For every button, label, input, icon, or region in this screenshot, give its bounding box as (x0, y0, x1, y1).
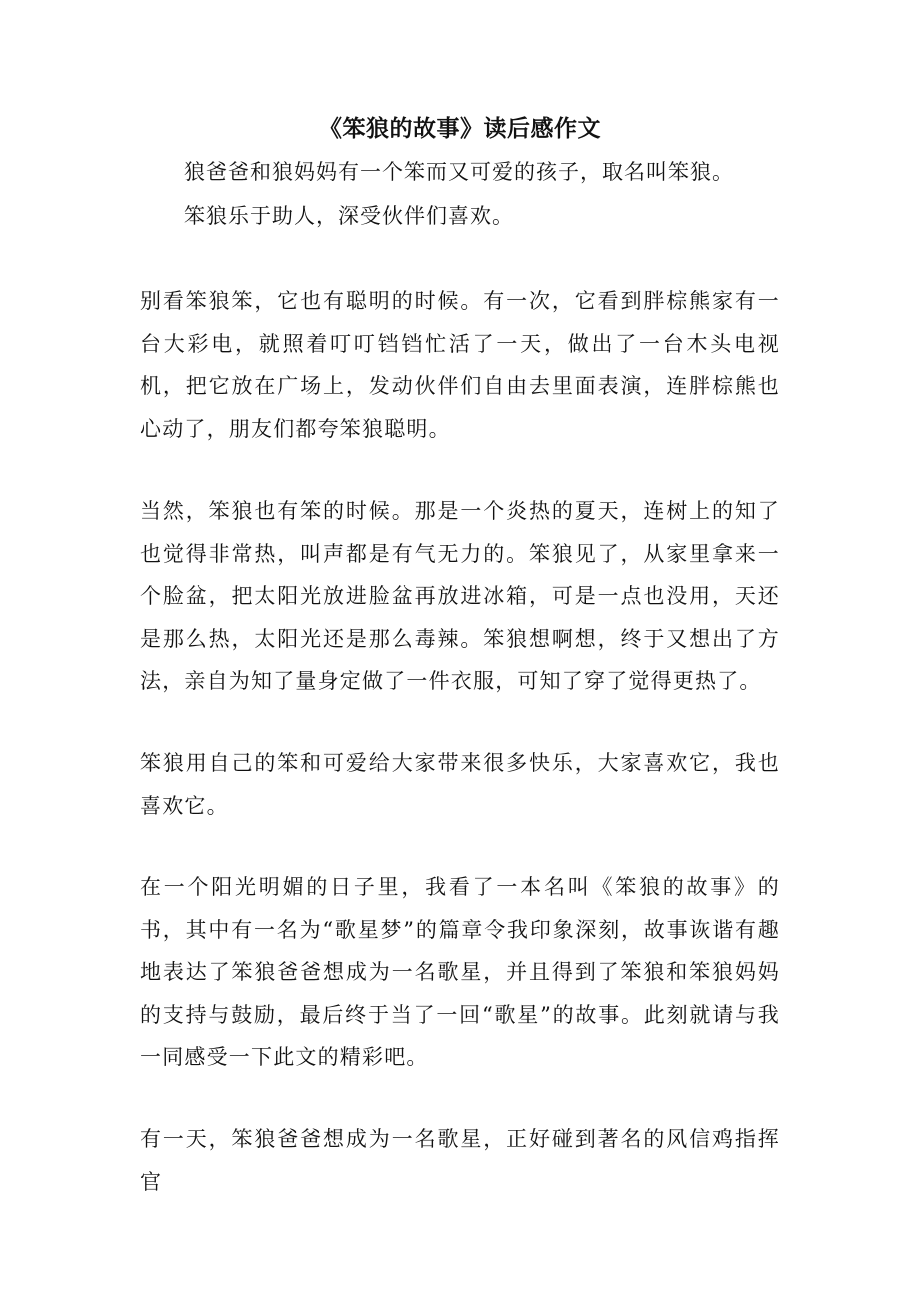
paragraph: 在一个阳光明媚的日子里，我看了一本名叫《笨狼的故事》的书，其中有一名为“歌星梦”的篇章令我印象深刻，故事诙谐有趣地表达了笨狼爸爸想成为一名歌星，并且得到了笨狼和笨狼妈妈的支持与鼓励，最后终于当了一回“歌星”的故事。此刻就请与我一同感受一下此文的精彩吧。 (140, 875, 780, 1069)
paragraph: 别看笨狼笨，它也有聪明的时候。有一次，它看到胖棕熊家有一台大彩电，就照着叮叮铛铛忙活了一天，做出了一台木头电视机，把它放在广场上，发动伙伴们自由去里面表演，连胖棕熊也心动了，朋友们都夸笨狼聪明。 (140, 289, 780, 441)
intro-line: 笨狼乐于助人，深受伙伴们喜欢。 (184, 204, 514, 228)
paragraph: 笨狼用自己的笨和可爱给大家带来很多快乐，大家喜欢它，我也喜欢它。 (140, 751, 780, 818)
intro-line: 狼爸爸和狼妈妈有一个笨而又可爱的孩子，取名叫笨狼。 (184, 160, 734, 184)
paragraph: 当然，笨狼也有笨的时候。那是一个炎热的夏天，连树上的知了也觉得非常热，叫声都是有气无力的。笨狼见了，从家里拿来一个脸盆，把太阳光放进脸盆再放进冰箱，可是一点也没用，天还是那么热，太阳光还是那么毒辣。笨狼想啊想，终于又想出了方法，亲自为知了量身定做了一件衣服，可知了穿了觉得更热了。 (140, 499, 780, 693)
document-title: 《笨狼的故事》读后感作文 (319, 115, 601, 142)
paragraph: 有一天，笨狼爸爸想成为一名歌星，正好碰到著名的风信鸡指挥官 (140, 1127, 780, 1194)
